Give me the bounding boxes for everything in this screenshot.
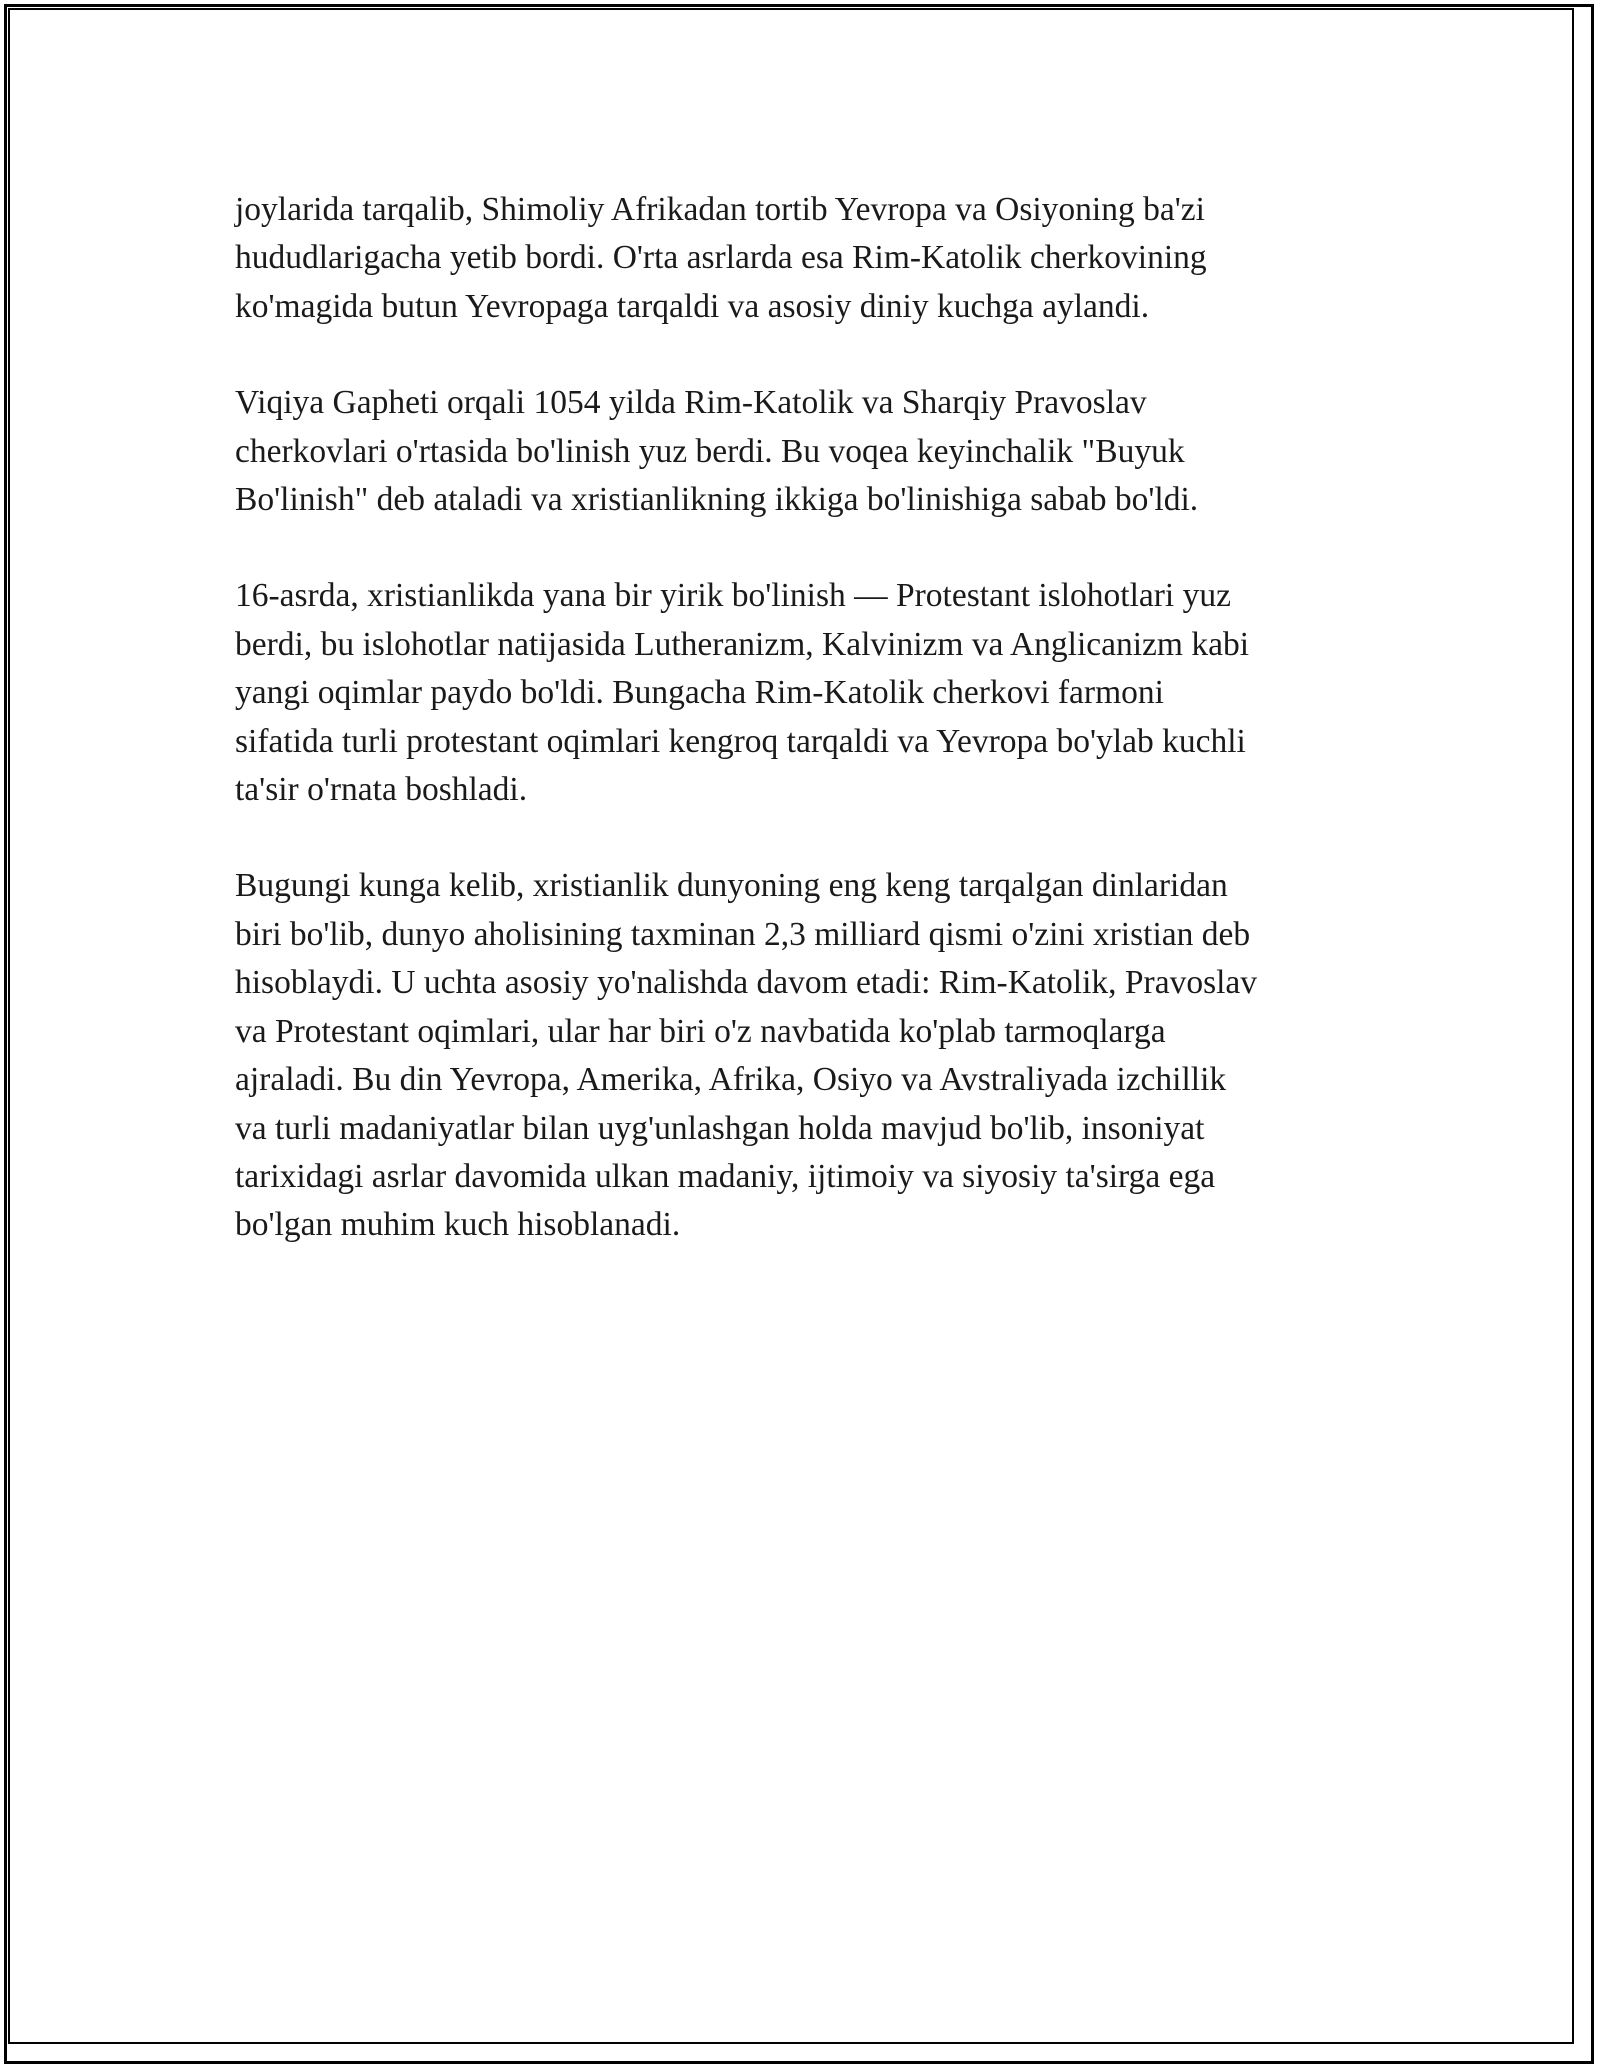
document-body — [235, 186, 1385, 1298]
paragraph-1: joylarida tarqalib, Shimoliy Afrikadan tortib Yevropa va Osiyoning ba'zi hududlarigacha yetib bordi. O'rta asrlarda esa Rim-Katolik cherkovining ko'magida butun Yevropaga tarqaldi va asosiy diniy kuchga aylandi. — [235, 191, 1207, 325]
paragraph-2: Viqiya Gapheti orqali 1054 yilda Rim-Katolik va Sharqiy Pravoslav cherkovlari o'rtasida bo'linish yuz berdi. Bu voqea keyinchalik "Buyuk Bo'linish" deb ataladi va xristianlikning ikkiga bo'linishiga sabab bo'ldi. — [235, 384, 1199, 519]
paragraph-3: 16-asrda, xristianlikda yana bir yirik bo'linish — Protestant islohotlari yuz berdi, bu islohotlar natijasida Lutheranizm, Kalvinizm va Anglicanizm kabi yangi oqimlar paydo bo'ldi. Bungacha Rim-Katolik cherkovi farmoni sifatida turli protestant oqimlari kengroq tarqaldi va Yevropa bo'ylab kuchli ta'sir o'rnata boshladi. — [235, 577, 1250, 809]
paragraph-4: Bugungi kunga kelib, xristianlik dunyoning eng keng tarqalgan dinlaridan biri bo'lib, dunyo aholisining taxminan 2,3 milliard qismi o'zini xristian deb hisoblaydi. U uchta asosiy yo'nalishda davom etadi: Rim-Katolik, Pravoslav va Protestant oqimlari, ular har biri o'z navbatida ko'plab tarmoqlarga ajraladi. Bu din Yevropa, Amerika, Afrika, Osiyo va Avstraliyada izchillik va turli madaniyatlar bilan uyg'unlashgan holda mavjud bo'lib, insoniyat tarixidagi asrlar davomida ulkan madaniy, ijtimoiy va siyosiy ta'sirga ega bo'lgan muhim kuch hisoblanadi. — [235, 867, 1258, 1244]
